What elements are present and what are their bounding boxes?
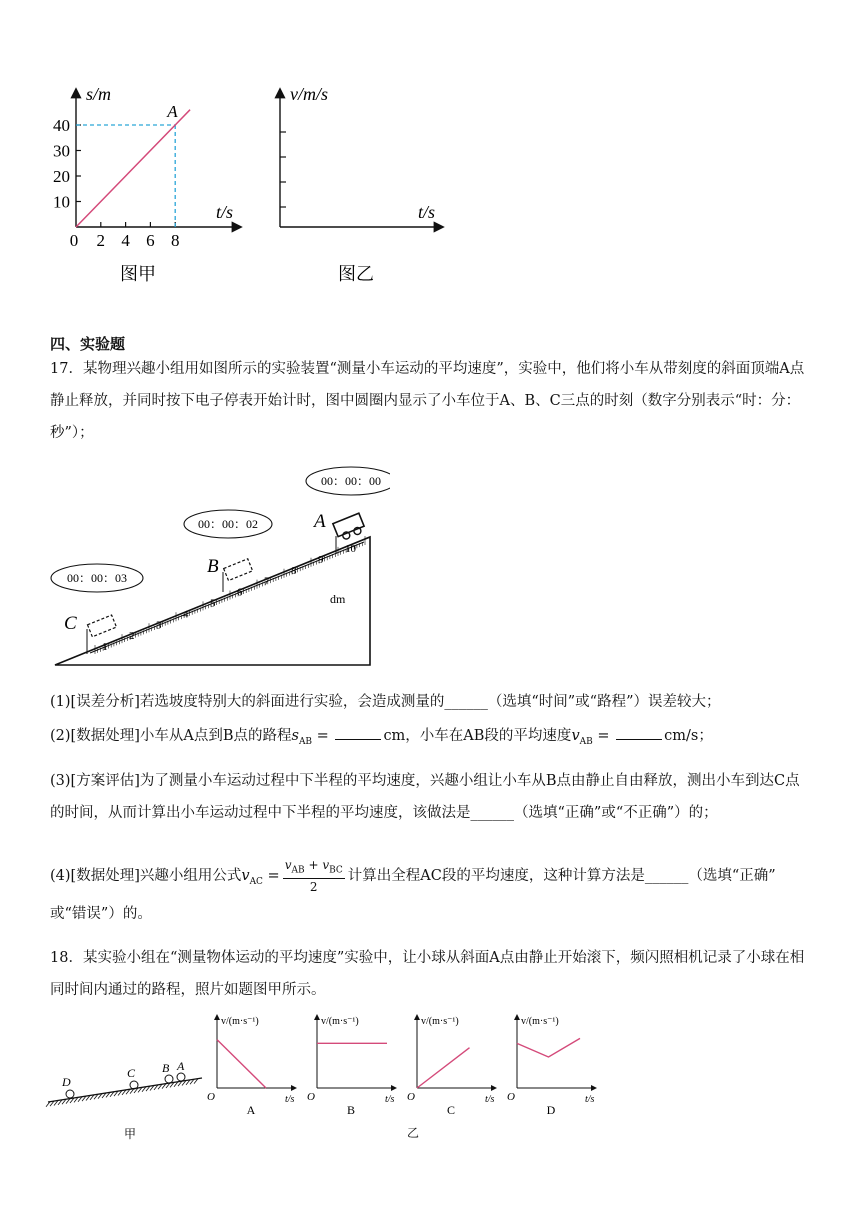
graph-option-b [305, 1010, 405, 1122]
ruler-number: 10 [345, 543, 356, 555]
ruler-number: 2 [129, 630, 135, 643]
graph-option-label: A [246, 1103, 256, 1117]
cart-b [224, 559, 253, 581]
graph-y-label: v/(m·s⁻¹) [221, 1016, 259, 1027]
caption-yi: 乙 [407, 1126, 420, 1140]
ball-label-b: B [162, 1061, 170, 1075]
ruler-number: 9 [318, 553, 324, 566]
incline-figure [50, 462, 390, 672]
ruler-number: 4 [183, 608, 189, 621]
figure-yi [260, 80, 460, 290]
ruler-number: 6 [237, 586, 243, 599]
unit-label: dm [330, 592, 346, 606]
answer-blank-vab[interactable] [616, 725, 662, 740]
ruler-number: 3 [156, 619, 162, 632]
timer-c: 00：00：03 [66, 571, 128, 585]
label-b: B [207, 556, 219, 577]
ruler-number: 5 [210, 597, 216, 610]
option-graphs [205, 1010, 605, 1150]
ruler-ticks [95, 536, 365, 654]
series-line [76, 110, 190, 227]
graph-option-c [405, 1010, 505, 1122]
graph-line [417, 1048, 470, 1088]
ball-label-c: C [127, 1066, 136, 1080]
y-tick-label: 30 [53, 141, 70, 161]
graph-line [517, 1038, 580, 1057]
y-tick-label: 40 [53, 116, 70, 135]
y-axis-label: v/m/s [290, 84, 328, 104]
graph-option-a [205, 1010, 305, 1122]
y-tick-label: 10 [53, 192, 70, 212]
q17-intro: 17．某物理兴趣小组用如图所示的实验装置“测量小车运动的平均速度”，实验中，他们将小车从带刻度的斜面顶端A点静止释放，并同时按下电子停表开始计时，图中圆圈内显示了小车位于A、B、C三点的时刻（数字分别表示“时：分：秒”）； [50, 361, 805, 441]
cart-a [333, 513, 366, 542]
formula-fraction: $\frac{v_{AB} + v_{BC}}{2}$ [284, 858, 343, 895]
cart-c [87, 615, 116, 637]
q17-part4: (4)[数据处理]兴趣小组用公式$v_{AC}$ = $\frac{v_{AB} + v_{BC}}{2}$ 计算出全程AC段的平均速度，这种计算方法是______（选填“正确” 或“错误”）的。 [50, 858, 776, 923]
graph-x-label: t/s [585, 1094, 595, 1105]
graph-x-label: t/s [285, 1094, 295, 1105]
label-a: A [314, 511, 326, 532]
ruler-number: 8 [291, 564, 297, 577]
figure-caption: 图甲 [120, 264, 156, 284]
figure-jia [40, 80, 260, 290]
x-axis-label: t/s [216, 202, 234, 222]
graph-option-label: B [346, 1103, 356, 1117]
graph-x-label: t/s [485, 1094, 495, 1105]
ruler-numbers [102, 543, 357, 653]
graph-y-label: v/(m·s⁻¹) [321, 1016, 359, 1027]
ruler-number: 7 [264, 575, 270, 588]
q18-intro: 18．某实验小组在“测量物体运动的平均速度”实验中，让小球从斜面A点由静止开始滚下，频闪照相机记录了小球在相同时间内通过的路程，照片如题图甲所示。 [50, 950, 805, 998]
graph-x-label: t/s [385, 1094, 395, 1105]
graph-y-label: v/(m·s⁻¹) [521, 1016, 559, 1027]
y-ticks [280, 132, 286, 207]
graph-origin: O [207, 1091, 215, 1103]
timer-a: 00：00：00 [320, 474, 382, 488]
q17-part3: (3)[方案评估]为了测量小车运动过程中下半程的平均速度，兴趣小组让小车从B点由静止自由释放，测出小车到达C点的时间，从而计算出小车运动过程中下半程的平均速度，该做法是______（选填“正确”或“不正确”）的； [50, 773, 800, 821]
x-axis-label: t/s [418, 202, 436, 222]
figure-caption: 图乙 [338, 264, 374, 284]
graph-option-label: C [446, 1103, 456, 1117]
caption-jia: 甲 [124, 1127, 137, 1141]
ball-label-a: A [177, 1059, 185, 1073]
y-axis-label: s/m [86, 84, 112, 104]
graph-option-label: D [546, 1103, 556, 1117]
x-tick-label: 6 [146, 231, 155, 250]
x-tick-label: 0 [69, 231, 79, 250]
x-tick-label: 8 [170, 231, 180, 250]
y-tick-label: 20 [53, 167, 70, 186]
ball-label-d: D [62, 1075, 71, 1089]
graph-origin: O [407, 1091, 415, 1103]
x-tick-label: 2 [96, 231, 106, 250]
q17-part2: (2)[数据处理]小车从A点到B点的路程$s_{AB}$ = cm，小车在AB段的平均速度$v_{AB} = cm/s$； [50, 720, 810, 758]
figure-18-jia [44, 1050, 214, 1145]
graph-option-d [505, 1010, 605, 1122]
answer-blank-sab[interactable] [335, 725, 381, 740]
timer-b: 00：00：02 [197, 517, 259, 531]
graph-origin: O [307, 1091, 315, 1103]
x-tick-label: 4 [121, 231, 130, 250]
point-label-a: A [167, 102, 178, 121]
graph-origin: O [507, 1091, 515, 1103]
section-title: 四、实验题 [50, 335, 126, 353]
ruler-number: 1 [102, 641, 108, 654]
q17-part1: (1)[误差分析]若选坡度特别大的斜面进行实验，会造成测量的______（选填“时间”或“路程”）误差较大； [50, 694, 721, 710]
graph-line [217, 1040, 266, 1088]
label-c: C [64, 613, 77, 634]
graph-y-label: v/(m·s⁻¹) [421, 1016, 459, 1027]
